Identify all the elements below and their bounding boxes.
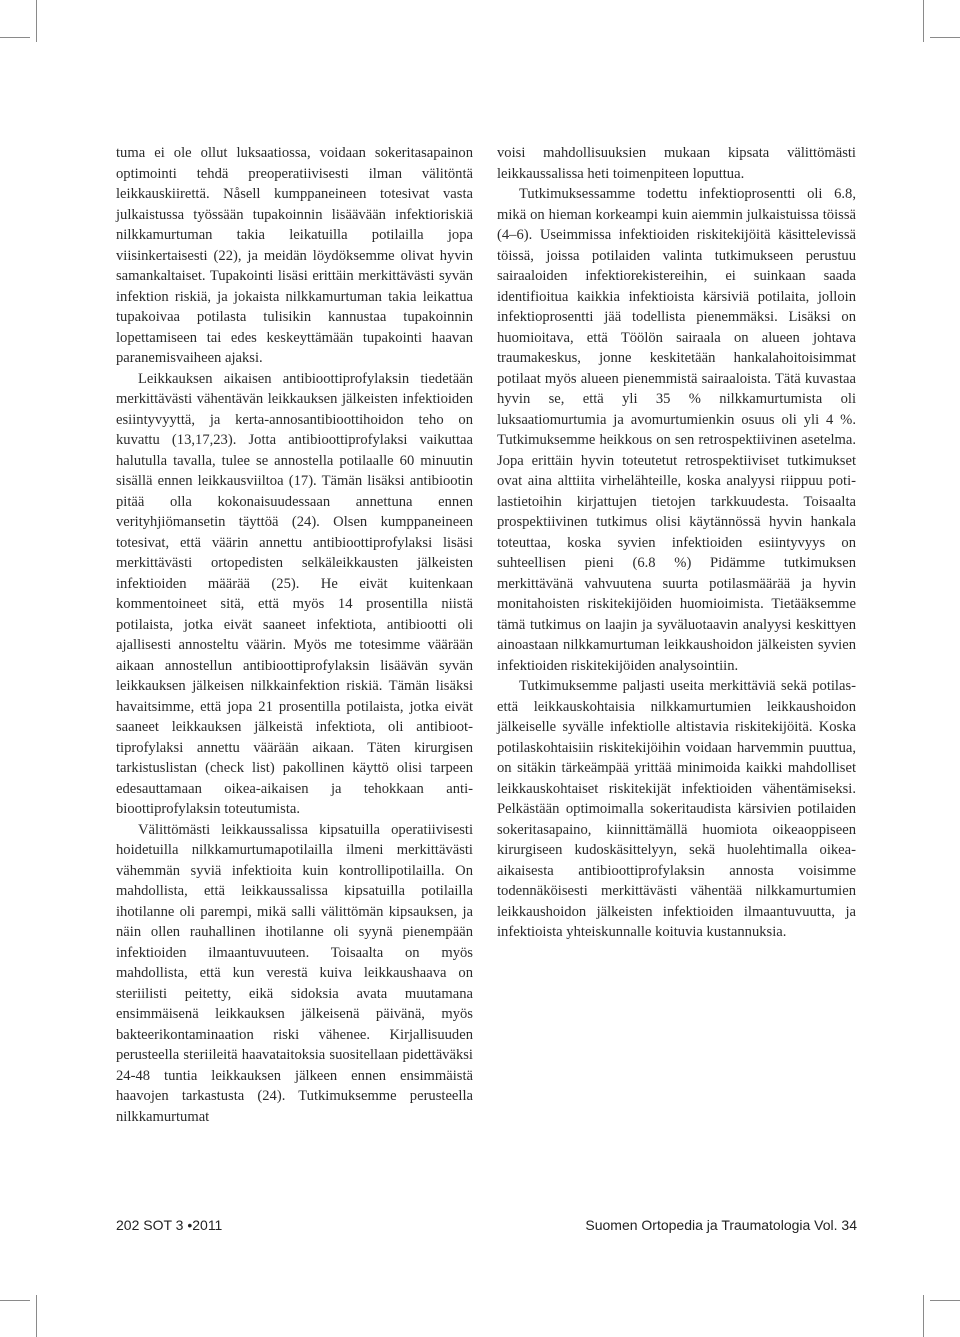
footer-page-info: 202 SOT 3 •2011 [116,1217,223,1233]
crop-mark-top-left-vertical [36,0,37,42]
crop-mark-bottom-right-horizontal [930,1300,960,1301]
crop-mark-top-right-horizontal [930,37,960,38]
paragraph: Leikkauksen aikaisen antibioottiprofylaksin tiedetään merkittävästi vähentävän leikkauksen jälkeisten infektioiden esiintyvyyttä, ja kerta-annosantibioottihoidon teho on kuvattu (13,17,23). Jotta antibioottiprofylaksi vaikuttaa halutulla tavalla, tulee se annostella potilaalle 60 minuutin sisällä ennen leikkausviiltoa (17). Tämän lisäksi antibiootin pitää olla kokonaisuudessaan annettuna ennen verityhjiömansetin täyttöä (24). Olsen kumppaneineen totesivat, että väärin annettu antibioottiprofylaksi lisäsi merkittävästi ortopedisten selkäleikkausten jälkeisten infektioiden määrää (25). He eivät kuitenkaan kommentoineet sitä, että myös 14 prosentilla niistä potilaista, jotka eivät saaneet infektiota, antibiootti oli ajallisesti annosteltu väärin. Myös me totesimme väärään aikaan annostellun antibioottiprofylaksin lisäävän syvän leikkauksen jälkeisen nilkkainfektion riskiä. Tämän lisäksi havaitsimme, että jopa 21 prosentilla potilaista, jotka eivät saaneet leikkauksen jälkeistä infektiota, oli antibioottiprofylaksi annettu väärään aikaan. Täten kirurgisen tarkistuslistan (check list) pakollinen käyttö olisi tarpeen edesauttamaan oikea-aikaisen ja tehokkaan antibioottiprofylaksin toteutumista. [116,370,473,817]
crop-mark-bottom-left-vertical [36,1295,37,1337]
paragraph: Tutkimuksessamme todettu infektioprosentti oli 6.8, mikä on hieman korkeampi kuin aiemmin julkaistuissa töissä (4–6). Useimmissa infektioiden riskitekijöitä käsittelevissä töissä, joissa potilaiden valinta tutkimukseen perustuu sairaaloiden infektiorekistereihin, ei suinkaan saada identifioitua kaikkia infektioista kärsiviä potilaita, jolloin infektioprosentti jää todellista pienemmäksi. Lisäksi on huomioitava, että Töölön sairaala on alueen johtava traumakeskus, jonne keskitetään hankalahoitoisimmat potilaat myös alueen pienemmistä sairaaloista. Tätä kuvastaa hyvin se, että yli 35 % nilkkamurtumista oli luksaatiomurtumia ja avomurtumienkin osuus oli yli 4 %. Tutkimuksemme heikkous on sen retrospektiivinen asetelma. Jopa erittäin hyvin toteutetut retrospektiiviset tutkimukset ovat aina alttiita virhelähteille, koska analyysi riippuu potilastietoihin kirjattujen tietojen tarkkuudesta. Toisaalta prospektiivinen tutkimus olisi käytännössä hyvin hankala toteuttaa, koska syvien infektioiden esiintyvyys on suhteellisen pieni (6.8 %) Pidämme tutkimuksen merkittävänä vahvuutena suurta potilasmäärää ja hyvin monitahoisten riskitekijöiden huomioimista. Tietääksemme tämä tutkimus on laajin ja syväluotaavin analyysi keskittyen ainoastaan nilkkamurtuman leikkaushoidon jälkeisten syvien infektioiden riskitekijöiden analysointiin. [497,186,856,674]
crop-mark-bottom-left-horizontal [0,1300,30,1301]
right-text-column [497,143,856,943]
crop-mark-bottom-right-vertical [923,1295,924,1337]
page-footer [116,1217,857,1233]
left-text-column [116,143,473,1127]
crop-mark-top-left-horizontal [0,37,30,38]
footer-journal-title: Suomen Ortopedia ja Traumatologia Vol. 34 [585,1217,857,1233]
paragraph: tuma ei ole ollut luksaatiossa, voidaan sokeritasapainon optimointi tehdä preoperatiivisesti ilman välitöntä leikkauskiirettä. Nåsell kumppaneineen totesivat vasta julkaistussa työssään tupakoinnin lisäävään infektioriskiä nilkkamurtuman takia leikatuilla potilailla jopa viisinkertaisesti (22), ja meidän löydöksemme olivat hyvin samankaltaiset. Tupakointi lisäsi erittäin merkittävästi syvän infektion riskiä, ja jokaista nilkkamurtuman takia leikattua tupakoivaa potilasta tulisikin kannustaa tupakoinnin lopettamiseen tai edes keskeyttämään tupakointi haavan paranemisvaiheen ajaksi. [116,145,473,366]
paragraph: Välittömästi leikkaussalissa kipsatuilla operatiivisesti hoidetuilla nilkkamurtumapotilailla ilmeni merkittävästi vähemmän syviä infektioita kuin kontrollipotilailla. On mahdollista, että leikkaussalissa kipsatuilla potilailla ihotilanne oli parempi, mikä salli välittömän kipsauksen, ja näin ollen rauhallinen ihotilanne oli syynä pienempään infektioiden ilmaantuvuuteen. Toisaalta on myös mahdollista, että kun verestä kuiva leikkaushaava on steriilisti peitetty, eikä sidoksia avata muutamana ensimmäisenä leikkauksen jälkeisenä päivänä, myös bakteerikontaminaation riski vähenee. Kirjallisuuden perusteella steriileitä haavataitoksia suositellaan pidettäväksi 24-48 tuntia leikkauksen jälkeen ennen ensimmäistä haavojen tarkastusta (24). Tutkimuksemme perusteella nilkkamurtumat [116,821,473,1125]
paragraph: voisi mahdollisuuksien mukaan kipsata välittömästi leikkaussalissa heti toimenpiteen loputtua. [497,145,856,182]
crop-mark-top-right-vertical [923,0,924,42]
paragraph: Tutkimuksemme paljasti useita merkittäviä sekä potilas- että leikkauskohtaisia nilkkamurtumien leikkaushoidon jälkeiselle syvälle infektiolle altistavia riskitekijöitä. Koska potilaskohtaisiin riskitekijöihin voidaan harvemmin puuttua, on sitäkin tärkeämpää yrittää minimoida kaikki mahdolliset leikkauskohtaiset riskitekijät infektioiden vähentämiseksi. Pelkästään optimoimalla sokeritaudista kärsivien potilaiden sokeritasapaino, kiinnittämällä huomiota oikeaoppiseen kirurgiseen kudoskäsittelyyn, sekä huolehtimalla oikea-aikaisesta antibioottiprofylaksin annosta voisimme todennäköisesti merkittävästi vähentää nilkkamurtumien leikkaushoidon jälkeisten infektioiden ilmaantuvuutta, ja infektioista yhteiskunnalle koituvia kustannuksia. [497,678,856,940]
